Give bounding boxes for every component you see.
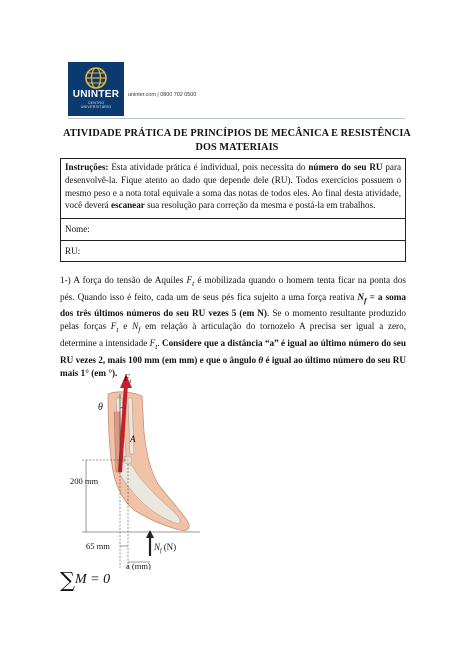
header-divider: [68, 118, 405, 119]
joint-label: A: [130, 434, 136, 444]
foot-diagram: [70, 372, 220, 570]
question-1: 1-) A força do tensão de Aquiles $F_t$ é mobilizada quando o homem tenta ficar na ponta dos pés. Quando isso é feito, cada um de seus pés fica sujeito a uma força reativa $N_f = a$ soma dos três últimos números do seu RU vezes 5 (em N). Se o momento resultante produzido pelas forças $F_t$ e $N_f$ em relação à articulação do tornozelo A precisa ser igual a zero, determine a intensidade $F_t$. Considere que a distância “a” é igual ao último número do seu RU vezes 2, mais 100 mm (em mm) e que o ângulo θ é igual ao último número do seu RU mais 1° (em °).: [60, 275, 407, 378]
equation-text: M = 0: [75, 572, 111, 587]
logo-wordmark: UNINTER: [72, 89, 120, 100]
height-label: 200 mm: [70, 476, 99, 486]
globe-icon: [79, 66, 113, 90]
moment-equation: [60, 568, 110, 594]
uninter-logo: [68, 62, 124, 116]
offset-label: 65 mm: [86, 541, 110, 551]
summation-symbol: ∑: [60, 568, 75, 592]
ru-label: RU:: [65, 246, 81, 256]
name-field[interactable]: [60, 218, 406, 240]
name-label: Nome:: [65, 224, 90, 234]
instructions-box: Instruções: Esta atividade prática é individual, pois necessita do número do seu RU para desenvolvê-la. Fique atento ao dado que depende dele (RU). Todos exercícios possuem o mesmo peso e a nota total equivale a soma das notas de todos eles. Ao final desta atividade, você deverá escanear sua resolução para correção da mesma e postá-la em trabalhos.: [60, 158, 406, 218]
nf-arrowhead: [146, 530, 154, 538]
ft-label: $F_t$: [124, 373, 132, 385]
nf-label: $N_f$ (N): [154, 542, 177, 554]
instructions-label: Instruções:: [65, 162, 109, 172]
header-contact: uninter.com | 0800 702 0500: [128, 92, 197, 98]
angle-label: θ: [98, 402, 103, 413]
page-title: ATIVIDADE PRÁTICA DE PRINCÍPIOS DE MECÂNICA E RESISTÊNCIA DOS MATERIAIS: [63, 128, 411, 153]
ru-field[interactable]: [60, 240, 406, 262]
distance-label: a (mm): [126, 561, 151, 570]
logo-subtitle: CENTRO UNIVERSITÁRIO: [80, 101, 112, 109]
